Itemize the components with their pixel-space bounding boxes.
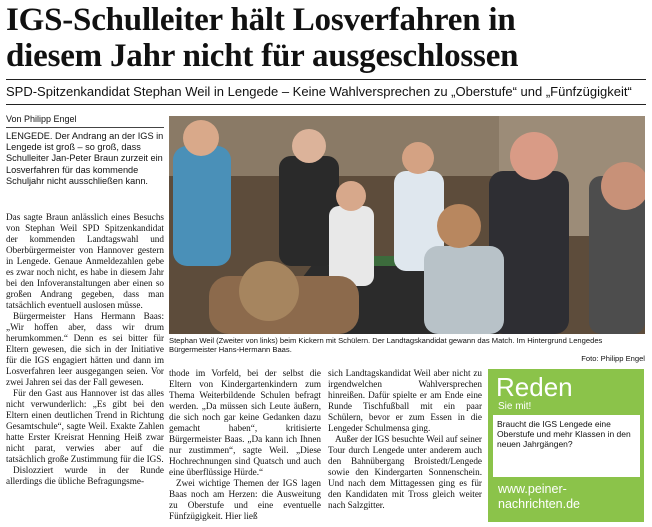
promo-subtitle: Sie mit! — [498, 401, 532, 412]
promo-question: Braucht die IGS Lengede eine Oberstufe und mehr Klassen in den neuen Jahrgängen? — [493, 415, 640, 477]
byline-rule — [6, 127, 164, 128]
promo-url-line-1: www.peiner- — [498, 482, 567, 496]
column-3-paragraph: Außer der IGS besuchte Weil auf seiner Tour durch Lengede unter anderem auch den Bahnübergang Broistedt/Lengede sowie den Kindergarten Sonnenschein. Und nach dem Mittagessen ging es für den Kandidaten mit Tross gleich weiter nach Salzgitter. — [328, 434, 482, 510]
article-column-2 — [169, 368, 321, 522]
column-1-paragraph: Dislozziert wurde in der Runde allerdings die übliche Befragungsme- — [6, 465, 164, 486]
column-1-paragraph: Bürgermeister Hans Hermann Baas: „Wir hoffen aber, dass wir drum herumkommen.“ Denn es sei bitter für Eltern gewesen, die sich in der Initiative für die IGS engagiert hätten und dann im Losverfahren leer ausgegangen seien. Vor zwei Jahren sei das der Fall gewesen. — [6, 311, 164, 387]
headline-line-1: IGS-Schulleiter hält Losverfahren in — [6, 2, 516, 38]
promo-title: Reden — [496, 372, 573, 402]
column-2-paragraph: thode im Vorfeld, bei der selbst die Eltern von Kindergartenkindern zum Thema Weiterbildende Schulen befragt werden. „Da müssen sich Leute äußern, die sich noch gar keine Gedanken dazu gemacht haben“, kritisierte Bürgermeister Baas. „Da kann ich Ihnen nur zustimmen“, sagte Weil. „Diese Hochrechnungen sind Quatsch und auch eine überflüssige Hürde.“ — [169, 368, 321, 477]
article-photo — [169, 116, 645, 334]
headline-line-2: diesem Jahr nicht für ausgeschlossen — [6, 38, 519, 74]
article-column-3 — [328, 368, 482, 511]
subheadline: SPD-Spitzenkandidat Stephan Weil in Lengede – Keine Wahlversprechen zu „Oberstufe“ und „Fünfzügigkeit“ — [6, 84, 632, 99]
photo-kicker-scene — [169, 116, 645, 334]
column-1-paragraph: Das sagte Braun anlässlich eines Besuchs von Stephan Weil SPD Spitzenkandidat der kommenden Landtagswahl und Oberbürgermeister von Hannover gestern in Lengede. Genaue Anmeldezahlen gebe es zwar noch nicht, es habe in diesem Jahr bei den Infoveranstaltungen aber einen so großen Andrang gegeben, dass man tatsächlich eventuell auslosen müsse. — [6, 212, 164, 310]
article-column-1 — [6, 212, 164, 487]
headline-rule — [6, 79, 646, 80]
column-1-paragraph: Für den Gast aus Hannover ist das alles nicht verwunderlich: „Es gibt bei den Eltern einen deutlichen Trend in Richtung Gesamtschule“, sagte Weil. Exakte Zahlen hatte Erster Kreisrat Henning Heiß zwar nicht parat, verwies aber auf die tatsächlich große Zustimmung für die IGS. — [6, 388, 164, 464]
byline: Von Philipp Engel — [6, 114, 77, 124]
promo-url-link[interactable] — [498, 482, 638, 512]
photo-caption — [169, 336, 645, 363]
caption-text: Stephan Weil (Zweiter von links) beim Kickern mit Schülern. Der Landtagskandidat gewann das Match. Im Hintergrund Lengedes Bürgermeister Hans-Hermann Baas. — [169, 336, 603, 354]
promo-url-line-2: nachrichten.de — [498, 497, 581, 511]
subhead-rule — [6, 104, 646, 105]
photo-credit: Foto: Philipp Engel — [581, 354, 645, 363]
headline — [6, 2, 646, 74]
column-3-paragraph: sich Landtagskandidat Weil aber nicht zu irgendwelchen Wahlversprechen hinreißen. Dafür spielte er am Ende eine Runde Tischfußball mit ein paar Schülern, bevor er zum Essen in die Lengeder Schulmensa ging. — [328, 368, 482, 433]
lead-paragraph: LENGEDE. Der Andrang an der IGS in Lengede ist groß – so groß, dass Schulleiter Jan-Peter Braun zurzeit ein Losverfahren für das kommende Schuljahr nicht ausschließen kann. — [6, 131, 164, 186]
column-2-paragraph: Zwei wichtige Themen der IGS lagen Baas noch am Herzen: die Ausweitung zu Oberstufe und eine eventuelle Fünfzügigkeit. Hier ließ — [169, 478, 321, 521]
promo-box[interactable] — [488, 369, 644, 522]
